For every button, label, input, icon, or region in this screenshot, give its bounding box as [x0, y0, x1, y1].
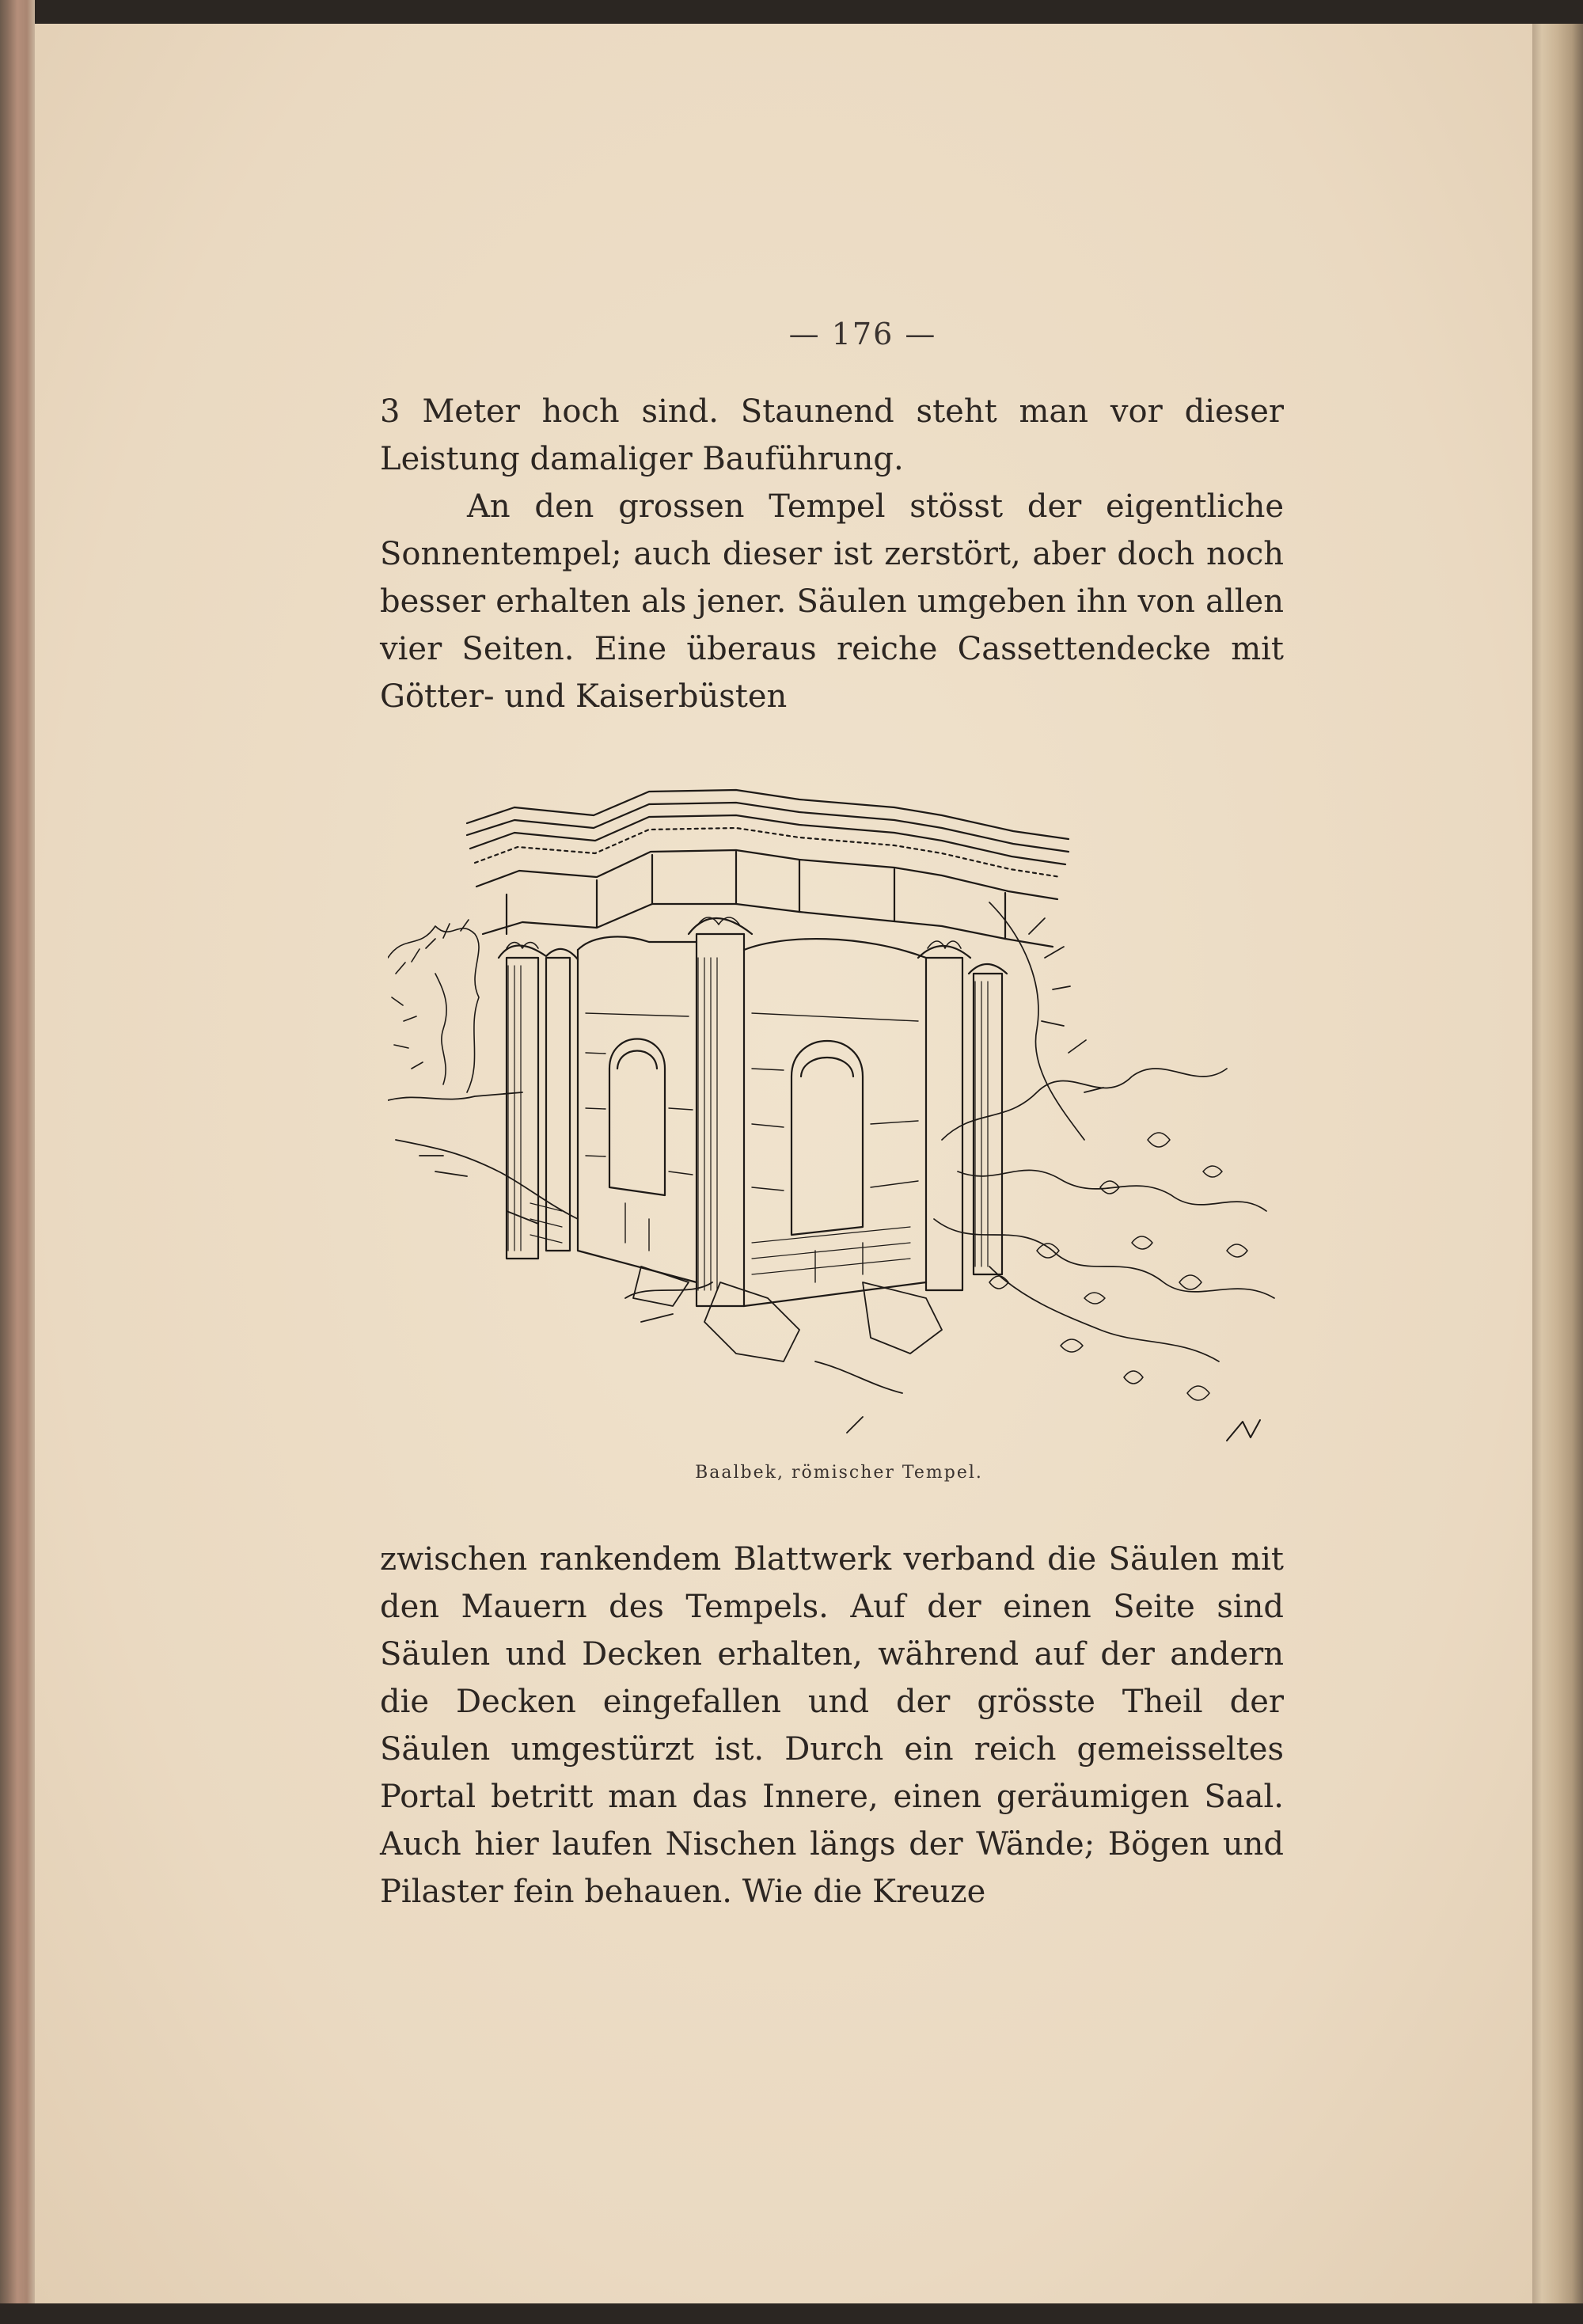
scan-bottom-border: [0, 2303, 1583, 2324]
paragraph-3: zwischen rankendem Blattwerk verband die Säulen mit den Mauern des Tempels. Auf der einen Seite sind Säulen und Decken erhalten, während auf der andern die Decken eingefallen und der grösste Theil der Säulen umgestürzt ist. Durch ein reich gemeisseltes Portal betritt man das Innere, einen geräumigen Saal. Auch hier laufen Nischen längs der Wände; Bögen und Pilaster fein behauen. Wie die Kreuze: [380, 1541, 1284, 1910]
book-spine-edge: [0, 0, 35, 2324]
page-fore-edge: [1532, 24, 1583, 2303]
top-text-block: [380, 388, 1284, 720]
paragraph-2: An den grossen Tempel stösst der eigentliche Sonnentempel; auch dieser ist zerstört, aber doch noch besser erhalten als jener. Säulen umgeben ihn von allen vier Seiten. Eine überaus reiche Cassettendecke mit Götter- und Kaiserbüsten: [380, 488, 1284, 715]
paragraph-1: 3 Meter hoch sind. Staunend steht man vor dieser Leistung damaliger Bauführung.: [380, 393, 1284, 477]
temple-illustration-icon: [388, 697, 1306, 1472]
figure-caption: Baalbek, römischer Tempel.: [695, 1463, 983, 1483]
bottom-text-block: [380, 1536, 1284, 1916]
page-number: — 176 —: [788, 317, 937, 351]
scan-top-border: [0, 0, 1583, 24]
